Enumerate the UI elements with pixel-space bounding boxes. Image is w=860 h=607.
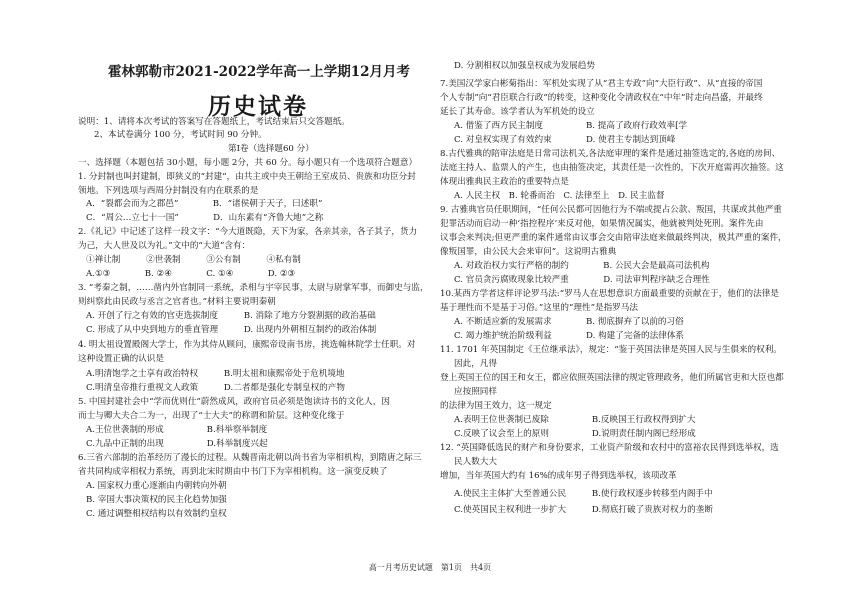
left-text-line: C．“周公…立七十一国” D．山东素有“齐鲁大地”之称 — [86, 213, 324, 223]
left-text-line: 为己，大人世及以为礼。”文中的“大道”含有： — [78, 241, 251, 251]
right-text-line: A. 人民主权 B. 轮番而治 C. 法律至上 D. 民主监督 — [454, 191, 665, 201]
left-text-line: 领地。下列选项与西周分封制没有内在联系的是 — [78, 186, 259, 196]
left-text-line: 6.三省六部制的治革经历了漫长的过程。从魏晋南北朝以尚书省为宰相机构，到隋唐之际三 — [78, 453, 422, 463]
right-text-line: C. 竭力维护统治阶级利益 D. 构建了完备的法律体系 — [454, 331, 685, 341]
left-text-line: 3. “考秦之制，……凿内外官制同一系统，杀相与宇宰民事，太尉与尉掌军事，而御史与监， — [78, 283, 429, 293]
left-text-line: A.①③ B. ②④ C. ①④ D. ②③ — [86, 269, 296, 279]
left-text-line: A.明清饱学之士享有政治特权 B.明太祖和康熙帝处于危机境地 — [86, 369, 345, 379]
left-text-line: 省共同构成宰相权力系统，再到北宋时期由中书门下为宰相机构。这一演变反映了 — [78, 467, 388, 477]
right-text-line: 议事会来判决;但更严重的案件通常由议事会交由陪审法庭来做最终判决，极其严重的案件， — [440, 233, 787, 243]
exam-subtitle: 历史试卷 — [208, 93, 308, 120]
right-text-line: 的法律为国王效力，这一规定 — [440, 401, 552, 411]
left-text-line: 这种设置正确的认识是 — [78, 354, 164, 364]
left-text-line: 第Ⅰ卷（选择题60 分） — [228, 144, 314, 154]
left-text-line: 一、选择题（本题包括 30小题，每小题 2分，共 60 分。每小题只有一个选项符合题意） — [78, 158, 418, 168]
right-text-line: A. 借鉴了西方民主制度 B. 提高了政府行政效率[学 — [454, 121, 688, 131]
right-text-line: 增加，当年英国大约有 16%的成年男子得到选举权，该项改革 — [440, 471, 677, 481]
right-text-line: 7.美国汉学家白彬菊指出：军机处实现了从“君主专政”向“大臣行政”、从“直接的帝国 — [440, 79, 763, 89]
left-text-line: 而士与卿大夫合二为一，出现了“士大夫”的称谓和阶层。这种变化缘于 — [78, 411, 345, 421]
left-text-line: 则纠察此由民政与丞言之官者也。”材料主要说明秦朝 — [78, 297, 276, 307]
right-text-line: C. 对皇权实现了有效约束 D. 使君主专制达到顶峰 — [454, 135, 676, 145]
left-text-line: 2.《礼记》中记述了这样一段文字：“今大道既隐，天下为家，各亲其亲，各子其子，货力 — [78, 227, 418, 237]
left-text-line: 5. 中国封建社会中“学而优则仕”蔚然成风，政府官员必须是饱读诗书的文化人，因 — [78, 397, 390, 407]
right-text-line: 8.古代雅典的陪审法庭是日常司法机关,各法庭审理的案件是通过抽签选定的,各庭的房间、 — [440, 149, 781, 159]
left-text-line: 2、本试卷满分 100 分，考试时间 90 分钟。 — [94, 130, 267, 140]
left-text-line: C. 形成了从中央到地方的垂直管理 D. 出现内外朝相互制约的政治体制 — [86, 325, 377, 335]
right-text-line: A. 不断适应新的发展需求 B. 彻底摒弃了以前的习俗 — [454, 317, 684, 327]
right-text-line: 10.某西方学者这样评论罗马法:“罗马人在思想意识方面最重要的贡献在于，他们的法律是 — [440, 289, 779, 299]
right-text-line: A.使民主主体扩大至普通公民 B.使行政权逐步转移至内阁手中 — [454, 489, 713, 499]
right-text-line: 法庭主持人、监票人的产生，也由抽签决定，其责任是一次性的，下次开庭需再次抽签。这 — [440, 163, 784, 173]
right-text-line: 11. 1701 年英国制定《王位继承法》，规定：“鉴于英国法律是英国人民与生俱来的权利。 — [440, 345, 782, 355]
right-text-line: 体现出雅典民主政治的重要特点是 — [440, 177, 569, 187]
left-text-line: ①禅让制 ②世袭制 ③公有制 ④私有制 — [86, 255, 301, 265]
left-text-line: A．“裂都会而为之郡邑” B．“诸侯朝于天子，曰述职” — [86, 199, 323, 209]
left-text-line: 4. 明太祖设置殿阁大学士，作为其侍从顾问，康熙帝设南书房，挑选翰林院学士任职。对 — [78, 340, 416, 350]
left-text-line: C.明清皇帝推行重视文人政策 D.二者都是强化专制皇权的产物 — [86, 383, 345, 393]
right-text-line: 像叛国罪，由公民大会来审问”。这说明古雅典 — [440, 247, 617, 257]
right-text-line: 基于理性而不是基于习俗。”这里的“理性”是指罗马法 — [440, 303, 638, 313]
right-text-line: 民人数大大 — [454, 457, 497, 467]
right-text-line: 登上英国王位的国王和女王，都应依照英国法律的规定管理政务，他们所属官吏和大臣也都 — [440, 373, 784, 383]
right-text-line: 个人专制”向“君臣联合行政”的转变，这种变化令清政权在“中年”时走向昌盛，并最终 — [440, 93, 763, 103]
right-text-line: D. 分割相权以加强皇权成为发展趋势 — [454, 61, 595, 71]
left-text-line: B. 宰国大事决策权的民主化趋势加强 — [86, 495, 227, 505]
left-text-line: C. 通过调整相权结构以有效制约皇权 — [86, 509, 227, 519]
left-text-line: 1. 分封制也叫封建制，即狭义的“封建”，由共主或中央王朝给王室成员、贵族和功臣分封 — [78, 172, 416, 182]
right-text-line: 12. “英国降低选民的财产和身份要求，工业资产阶级和农村中的富裕农民得到选举权，选 — [440, 443, 779, 453]
right-text-line: A. 对政治权力实行严格的制约 B. 公民大会是最高司法机构 — [454, 261, 710, 271]
right-text-line: A.表明王位世袭制已废除 B.反映国王行政权得到扩大 — [454, 415, 696, 425]
right-text-line: 犯罪活动而启动一种‘指控程序’来反对他，如果情况属实，他就被判处死刑。案件先由 — [440, 219, 764, 229]
page-footer: 高一月考历史试题 第1页 共4页 — [368, 563, 492, 572]
left-text-line: A. 开创了行之有效的官吏选拔制度 B. 消除了地方分裂割据的政治基础 — [86, 311, 376, 321]
left-text-line: 说明：1、请将本次考试的答案写在答题纸上，考试结束后只交答题纸。 — [78, 117, 350, 127]
exam-title: 霍林郭勒市2021-2022学年高一上学期12月月考 — [108, 64, 411, 80]
left-text-line: C.九品中正制的出现 D.科举制度兴起 — [86, 439, 268, 449]
right-text-line: 延长了其寿命。该学者认为军机处的设立 — [440, 107, 595, 117]
right-text-line: C.反映了议会至上的原则 D.说明责任制内阁已经形成 — [454, 429, 696, 439]
left-text-line: A.王位世袭制的形成 B.科举察举制度 — [86, 425, 268, 435]
right-text-line: 因此，凡得 — [454, 359, 497, 369]
right-text-line: 9. 古雅典官员任职期间，“任何公民都可因他行为不端或提占公款、叛国，共谋或其他严重 — [440, 205, 782, 215]
left-text-line: A. 国家权力重心逐渐由内朝转向外朝 — [86, 481, 227, 491]
right-text-line: C. 官员贪污腐败现象比较严重 D. 司法审判程序缺乏合理性 — [454, 275, 710, 285]
right-text-line: 应按照同样 — [454, 387, 497, 397]
right-text-line: C.使英国民主权利进一步扩大 D.彻底打破了贵族对权力的垄断 — [454, 505, 713, 515]
